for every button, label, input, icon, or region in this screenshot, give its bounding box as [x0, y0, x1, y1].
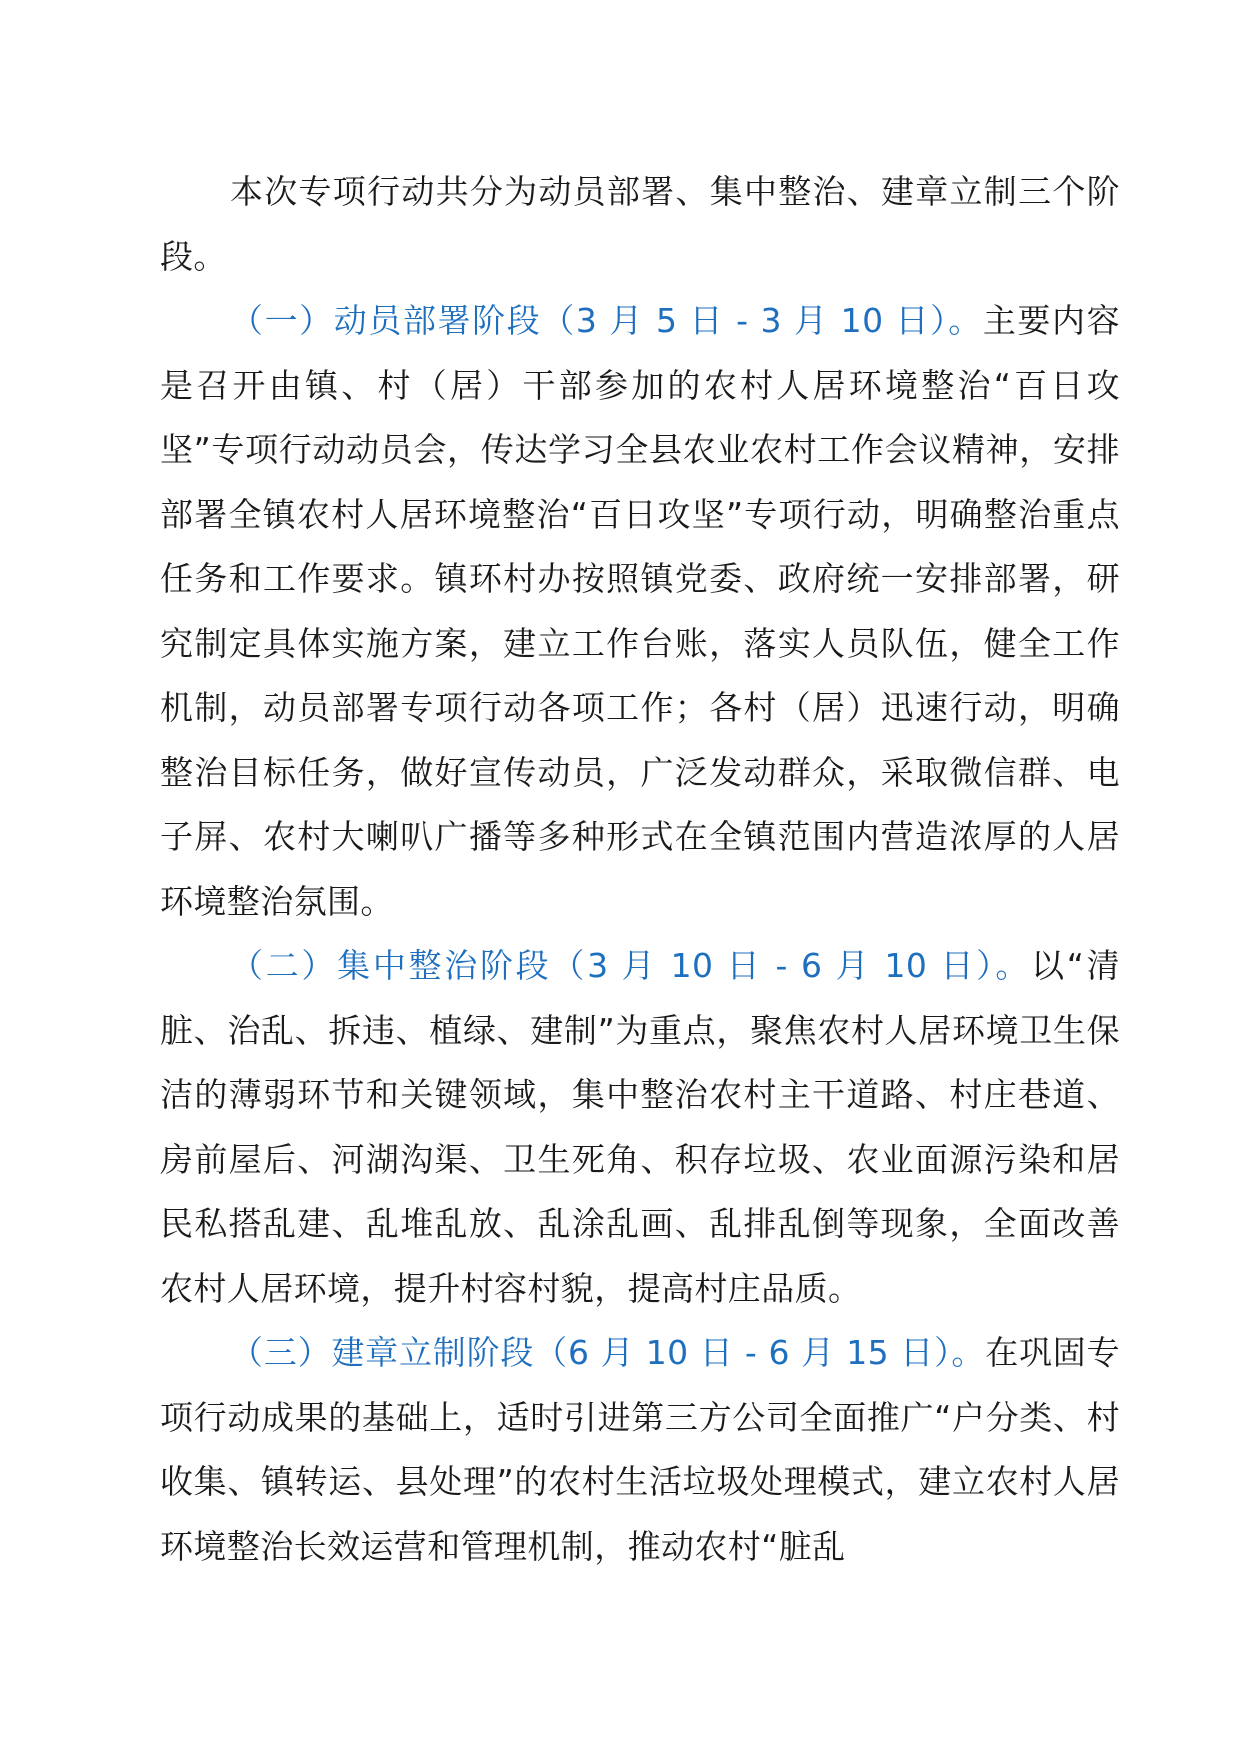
document-page [160, 160, 1120, 1579]
stage-three-paragraph [160, 1321, 1120, 1579]
intro-paragraph-body: 本次专项行动共分为动员部署、集中整治、建章立制三个阶段。 [160, 172, 1120, 276]
stage-one-heading: （一）动员部署阶段（3 月 5 日 - 3 月 10 日）。 [230, 301, 983, 340]
stage-two-heading: （二）集中整治阶段（3 月 10 日 - 6 月 10 日）。 [230, 946, 1032, 985]
stage-one-body: 主要内容是召开由镇、村（居）干部参加的农村人居环境整治“百日攻坚”专项行动动员会，传达学习全县农业农村工作会议精神，安排部署全镇农村人居环境整治“百日攻坚”专项行动，明确整治重点任务和工作要求。镇环村办按照镇党委、政府统一安排部署，研究制定具体实施方案，建立工作台账，落实人员队伍，健全工作机制，动员部署专项行动各项工作；各村（居）迅速行动，明确整治目标任务，做好宣传动员，广泛发动群众，采取微信群、电子屏、农村大喇叭广播等多种形式在全镇范围内营造浓厚的人居环境整治氛围。 [160, 301, 1120, 921]
stage-two-body: 以“清脏、治乱、拆违、植绿、建制”为重点，聚焦农村人居环境卫生保洁的薄弱环节和关键领域，集中整治农村主干道路、村庄巷道、房前屋后、河湖沟渠、卫生死角、积存垃圾、农业面源污染和居民私搭乱建、乱堆乱放、乱涂乱画、乱排乱倒等现象，全面改善农村人居环境，提升村容村貌，提高村庄品质。 [160, 946, 1121, 1308]
intro-paragraph [160, 160, 1120, 289]
stage-three-heading: （三）建章立制阶段（6 月 10 日 - 6 月 15 日）。 [230, 1333, 986, 1372]
stage-two-paragraph [160, 934, 1120, 1321]
stage-one-paragraph [160, 289, 1120, 934]
stage-three-body: 在巩固专项行动成果的基础上，适时引进第三方公司全面推广“户分类、村收集、镇转运、县处理”的农村生活垃圾处理模式，建立农村人居环境整治长效运营和管理机制，推动农村“脏乱 [160, 1333, 1120, 1566]
